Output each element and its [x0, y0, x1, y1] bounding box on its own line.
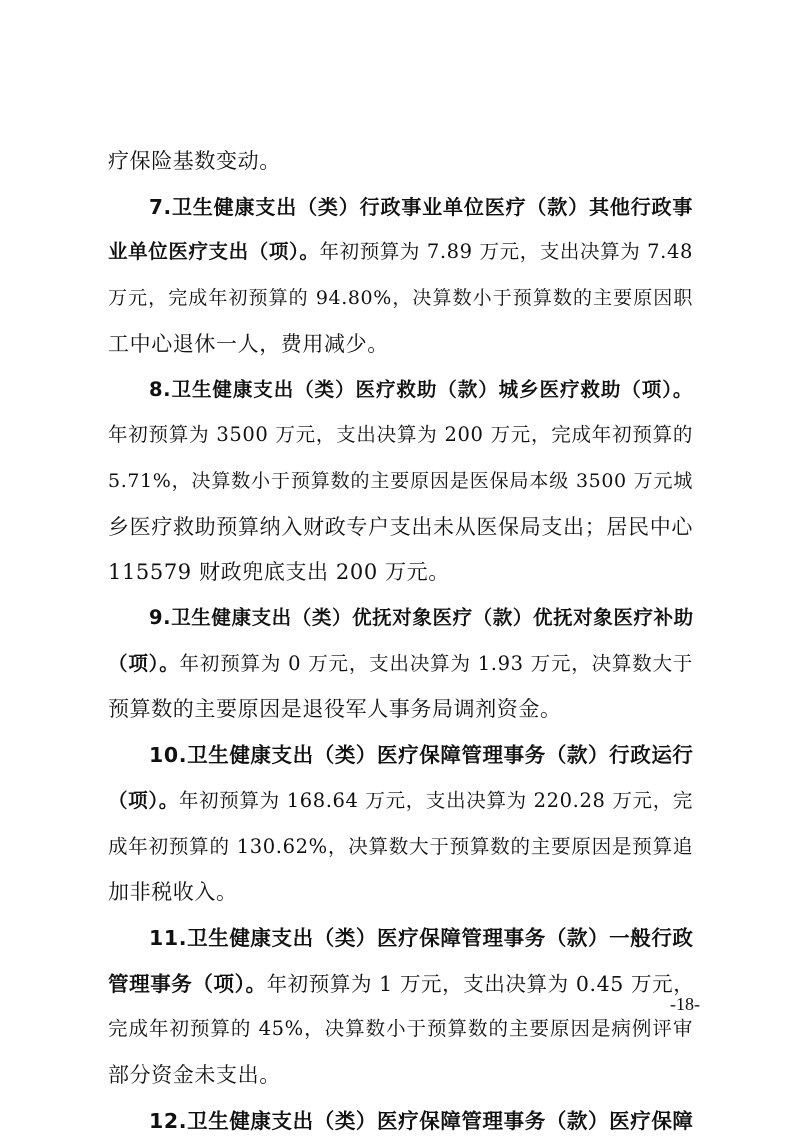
paragraph-line: [149, 187, 693, 227]
paragraph-line: [108, 872, 693, 912]
paragraph-line: [108, 141, 693, 181]
paragraph-line: [108, 1055, 693, 1095]
body-text: 年初预算为 1 万元，支出决算为 0.45 万元，: [266, 971, 695, 996]
body-text: 5.71%，决算数小于预算数的主要原因是医保局本级 3500 万元城: [108, 469, 693, 492]
body-text: 万元，完成年初预算的 94.80%，决算数小于预算数的主要原因职: [108, 287, 693, 310]
body-text: 部分资金未支出。: [108, 1063, 281, 1087]
paragraph-line: [108, 689, 693, 729]
paragraph-line: [149, 370, 693, 410]
body-text: 年初预算为 7.89 万元，支出决算为 7.48: [319, 240, 693, 264]
bold-heading-text: 业单位医疗支出（项）。: [108, 240, 320, 264]
page-number: -18-: [670, 994, 700, 1014]
bold-heading-text: 8.卫生健康支出（类）医疗救助（款）城乡医疗救助（项）。: [149, 377, 693, 401]
body-text: 成年初预算的 130.62%，决算数大于预算数的主要原因是预算追: [108, 834, 693, 858]
paragraph-line: [108, 827, 693, 867]
body-text: 年初预算为 168.64 万元，支出决算为 220.28 万元，完: [178, 788, 693, 812]
paragraph-line: [108, 964, 693, 1004]
paragraph-line: [108, 552, 693, 592]
body-text: 乡医疗救助预算纳入财政专户支出未从医保局支出；居民中心: [108, 514, 693, 539]
paragraph-line: [108, 324, 693, 364]
bold-heading-text: （项）。: [108, 651, 180, 675]
paragraph-line: [149, 1101, 693, 1141]
paragraph-line: [108, 507, 693, 547]
bold-heading-text: 9.卫生健康支出（类）优抚对象医疗（款）优抚对象医疗补助: [149, 606, 694, 629]
body-text: 预算数的主要原因是退役军人事务局调剂资金。: [108, 697, 562, 722]
body-text: 疗保险基数变动。: [108, 149, 281, 173]
body-text: 加非税收入。: [108, 880, 238, 905]
paragraph-line: [149, 598, 693, 638]
body-text: 工中心退休一人，费用减少。: [108, 331, 389, 356]
paragraph-line: [149, 918, 693, 958]
body-text: 115579 财政兜底支出 200 万元。: [108, 560, 450, 585]
paragraph-line: [108, 781, 693, 821]
bold-heading-text: 7.卫生健康支出（类）行政事业单位医疗（款）其他行政事: [149, 194, 693, 219]
bold-heading-text: 12.卫生健康支出（类）医疗保障管理事务（款）医疗保障: [149, 1108, 694, 1133]
bold-heading-text: （项）。: [108, 788, 179, 812]
paragraph-line: [108, 278, 693, 318]
paragraph-line: [108, 461, 693, 501]
paragraph-line: [149, 735, 693, 775]
bold-heading-text: 10.卫生健康支出（类）医疗保障管理事务（款）行政运行: [149, 743, 694, 768]
paragraph-line: [108, 644, 693, 684]
bold-heading-text: 管理事务（项）。: [108, 971, 267, 996]
paragraph-line: [108, 1009, 693, 1049]
bold-heading-text: 11.卫生健康支出（类）医疗保障管理事务（款）一般行政: [149, 925, 694, 950]
body-text: 年初预算为 0 万元，支出决算为 1.93 万元，决算数大于: [179, 651, 693, 675]
body-text: 完成年初预算的 45%，决算数小于预算数的主要原因是病例评审: [108, 1017, 693, 1041]
paragraph-line: [108, 415, 693, 455]
body-text: 年初预算为 3500 万元，支出决算为 200 万元，完成年初预算的: [108, 423, 693, 447]
paragraph-line: [108, 232, 693, 272]
